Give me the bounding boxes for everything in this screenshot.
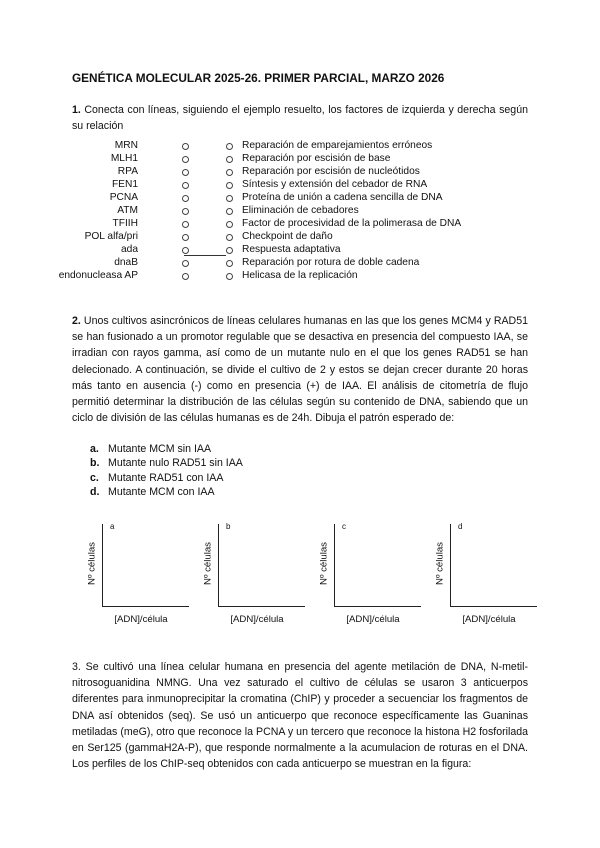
left-item: MLH1 xyxy=(110,153,138,164)
right-connector-dot[interactable] xyxy=(226,143,233,150)
question-3-statement: 3. Se cultivó una línea celular humana en presencia del agente metilación de DNA, N-metil-nitrosoguanidina NMNG. Una vez saturado el cultivo de células se usaron 3 anticuerpos diferentes para inmunoprecipitar la cromatina (ChIP) y proceder a secuenciar los fragmentos de DNA así obtenidos (seq). Se usó un anticuerpo que reconoce específicamente las Guaninas metiladas (meG), otro que reconoce la PCNA y un tercero que reconoce la histona H2 fosforilada en Ser125 (gammaH2A-P), que responde normalmente a la acumulacion de roturas en el DNA. Los perfiles de los ChIP-seq obtenidos con cada anticuerpo se muestran en la figura: xyxy=(72,661,528,771)
list-label: Mutante nulo RAD51 sin IAA xyxy=(108,457,243,470)
empty-plot-b xyxy=(200,520,310,632)
question-2-number: 2. xyxy=(72,315,81,327)
question-2-statement xyxy=(72,313,528,426)
left-connector-dot[interactable] xyxy=(182,234,189,241)
left-item: endonucleasa AP xyxy=(58,270,138,281)
matching-exercise xyxy=(60,138,540,288)
right-item: Reparación de emparejamientos erróneos xyxy=(242,140,433,151)
example-connection-line xyxy=(184,255,226,256)
left-item: ada xyxy=(121,244,138,255)
left-item: MRN xyxy=(114,140,138,151)
question-2-list xyxy=(90,442,243,500)
plot-xlabel: [ADN]/célula xyxy=(346,614,400,625)
right-connector-dot[interactable] xyxy=(226,195,233,202)
plot-xlabel: [ADN]/célula xyxy=(462,614,516,625)
right-connector-dot[interactable] xyxy=(226,234,233,241)
list-item xyxy=(90,485,243,499)
empty-plot-a xyxy=(84,520,194,632)
right-item: Checkpoint de daño xyxy=(242,231,333,242)
list-letter: d. xyxy=(90,486,100,499)
left-connector-dot[interactable] xyxy=(182,247,189,254)
plot-axes[interactable] xyxy=(334,524,421,607)
right-connector-dot[interactable] xyxy=(226,260,233,267)
right-connector-dot[interactable] xyxy=(226,156,233,163)
plot-tag: d xyxy=(458,522,463,531)
left-item: TFIIH xyxy=(112,218,138,229)
right-item: Proteína de unión a cadena sencilla de DNA xyxy=(242,192,443,203)
list-letter: a. xyxy=(90,443,99,455)
plot-ylabel: Nº células xyxy=(86,542,98,585)
list-item xyxy=(90,456,243,470)
left-connector-dot[interactable] xyxy=(182,182,189,189)
list-letter: c. xyxy=(90,471,99,484)
list-label: Mutante MCM sin IAA xyxy=(108,443,212,455)
left-connector-dot[interactable] xyxy=(182,195,189,202)
plot-tag: b xyxy=(226,522,231,531)
right-item: Síntesis y extensión del cebador de RNA xyxy=(242,179,428,190)
left-connector-dot[interactable] xyxy=(182,208,189,215)
left-item: dnaB xyxy=(114,257,138,268)
plot-ylabel: Nº células xyxy=(434,542,446,585)
right-connector-dot[interactable] xyxy=(226,247,233,254)
left-connector-dot[interactable] xyxy=(182,156,189,163)
question-2-text: Unos cultivos asincrónicos de líneas celulares humanas en las que los genes MCM4 y RAD51 se han fusionado a un promotor regulable que se desactiva en presencia del compuesto IAA, se irradian con rayos gamma, así como de un mutante nulo en el que los genes RAD51 se han delecionado. A continuación, se divide el cultivo de 2 y estos se dejan crecer durante 20 horas más tanto en ausencia (-) como en presencia (+) de IAA. El análisis de citometría de flujo permitió determinar la distribución de las células según su contenido de DNA, sabiendo que un ciclo de división de las células humanas es de 24h. Dibuja el patrón esperado de: xyxy=(72,315,528,425)
right-connector-dot[interactable] xyxy=(226,169,233,176)
left-item: POL alfa/pri xyxy=(84,231,138,242)
plot-xlabel: [ADN]/célula xyxy=(230,614,284,625)
empty-plot-d xyxy=(432,520,542,632)
plot-ylabel: Nº células xyxy=(318,542,330,585)
right-item: Respuesta adaptativa xyxy=(242,244,341,255)
right-connector-dot[interactable] xyxy=(226,182,233,189)
list-item xyxy=(90,442,243,456)
left-connector-dot[interactable] xyxy=(182,143,189,150)
list-item xyxy=(90,471,243,485)
question-1-number: 1. xyxy=(72,104,81,116)
left-connector-dot[interactable] xyxy=(182,260,189,267)
plot-axes[interactable] xyxy=(102,524,189,607)
left-item: FEN1 xyxy=(111,179,138,190)
left-connector-dot[interactable] xyxy=(182,169,189,176)
left-connector-dot[interactable] xyxy=(182,273,189,280)
right-item: Reparación por rotura de doble cadena xyxy=(242,257,420,268)
right-item: Reparación por escisión de nucleótidos xyxy=(242,166,420,177)
plot-tag: c xyxy=(342,522,346,531)
right-connector-dot[interactable] xyxy=(226,208,233,215)
plot-ylabel: Nº células xyxy=(202,542,214,585)
exam-title: GENÉTICA MOLECULAR 2025-26. PRIMER PARCIAL, MARZO 2026 xyxy=(72,71,445,85)
right-item: Factor de procesividad de la polimerasa de DNA xyxy=(242,218,462,229)
plot-axes[interactable] xyxy=(450,524,537,607)
right-item: Helicasa de la replicación xyxy=(242,270,358,281)
right-item: Reparación por escisión de base xyxy=(242,153,391,164)
plot-axes[interactable] xyxy=(218,524,305,607)
plot-xlabel: [ADN]/célula xyxy=(114,614,168,625)
right-connector-dot[interactable] xyxy=(226,273,233,280)
list-label: Mutante RAD51 con IAA xyxy=(108,471,224,484)
right-item: Eliminación de cebadores xyxy=(242,205,359,216)
question-1-statement xyxy=(72,102,528,134)
right-connector-dot[interactable] xyxy=(226,221,233,228)
list-label: Mutante MCM con IAA xyxy=(108,486,215,499)
list-letter: b. xyxy=(90,457,100,470)
plot-tag: a xyxy=(110,522,115,531)
left-item: RPA xyxy=(117,166,138,177)
empty-plot-c xyxy=(316,520,426,632)
left-item: ATM xyxy=(117,205,138,216)
left-item: PCNA xyxy=(109,192,138,203)
left-connector-dot[interactable] xyxy=(182,221,189,228)
question-1-text: Conecta con líneas, siguiendo el ejemplo resuelto, los factores de izquierda y derecha según su relación xyxy=(72,104,528,133)
